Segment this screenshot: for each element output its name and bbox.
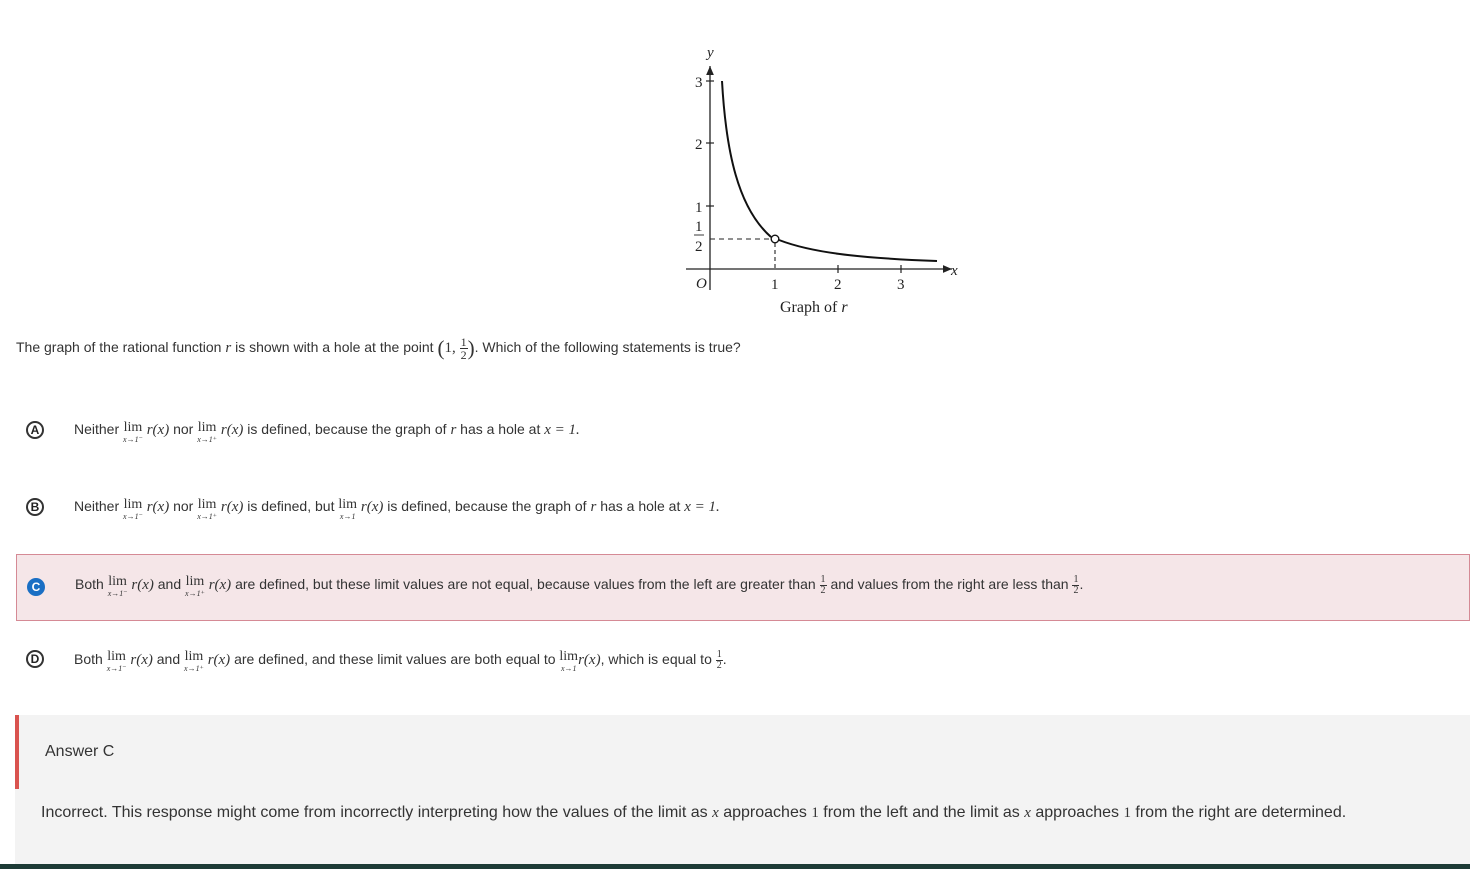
y-tick-3: 3 — [695, 75, 703, 91]
x-axis-label: x — [951, 263, 958, 279]
limit-left: lim x→1⁻ — [123, 420, 143, 444]
graph-caption — [780, 299, 848, 317]
point-x: 1, — [444, 340, 456, 357]
graph-caption-text: Graph of — [780, 299, 838, 316]
question-text-1: The graph of the rational function — [16, 339, 222, 356]
limit-right: lim x→1⁺ — [184, 649, 204, 673]
paren-close: ) — [467, 336, 475, 360]
limit-right: lim x→1⁺ — [197, 420, 217, 444]
limit-left: lim x→1⁻ — [107, 574, 128, 598]
option-a-radio[interactable]: A — [26, 421, 44, 439]
paren-open: ( — [437, 336, 445, 360]
fraction-half: $\frac{1}{2}$ — [820, 574, 826, 596]
answer-feedback-panel — [15, 715, 1470, 864]
x-tick-1: 1 — [771, 277, 779, 290]
option-c-radio[interactable]: C — [27, 578, 45, 596]
option-d-text: Both lim x→1⁻ r(x) and lim x→1⁺ r(x) are defined, and these limit values are both equal to lim x→1 r(x), which is equal to $\frac{1}{2}$ . — [74, 649, 727, 673]
bottom-border — [0, 864, 1470, 869]
point-fraction — [460, 336, 468, 361]
origin-label: O — [696, 276, 707, 290]
incorrect-indicator-bar — [15, 715, 19, 789]
x-tick-3: 3 — [897, 277, 905, 290]
graph-caption-var: r — [841, 299, 848, 316]
question-text-2: is shown with a hole at the point — [235, 339, 434, 356]
y-axis-label: y — [707, 45, 714, 61]
option-a[interactable] — [16, 421, 1470, 457]
limit-right: lim x→1⁺ — [197, 497, 217, 521]
fraction-half: $\frac{1}{2}$ — [716, 649, 722, 671]
option-b[interactable] — [16, 498, 1470, 534]
function-curve — [722, 81, 937, 261]
option-d[interactable] — [16, 650, 1470, 686]
y-tick-half-den: 2 — [695, 239, 703, 255]
y-tick-2: 2 — [695, 137, 703, 153]
answer-label: Answer C — [45, 743, 115, 760]
hole-marker — [771, 235, 779, 243]
option-c-text: Both lim x→1⁻ r(x) and lim x→1⁺ r(x) are defined, but these limit values are not equal, because values from the left are greater than $\frac{1}{2}$ and values from the right are less than $\frac{1}{2}$ . — [75, 574, 1084, 598]
option-a-text: Neither lim x→1⁻ r(x) nor lim x→1⁺ r(x) is defined, because the graph of r has a hole at x = 1. — [74, 420, 580, 444]
question-var: r — [225, 340, 232, 357]
y-tick-1: 1 — [695, 200, 703, 216]
fraction-half: $\frac{1}{2}$ — [1073, 574, 1079, 596]
point-num: 1 — [460, 335, 467, 349]
point-den: 2 — [460, 348, 467, 362]
limit-left: lim x→1⁻ — [106, 649, 127, 673]
limit-left: lim x→1⁻ — [123, 497, 143, 521]
question-stem — [16, 336, 741, 361]
option-b-radio[interactable]: B — [26, 498, 44, 516]
option-b-text: Neither lim x→1⁻ r(x) nor lim x→1⁺ r(x) is defined, but lim x→1 r(x) is defined, because the graph of r has a hole at x = 1. — [74, 497, 720, 521]
question-text-3: . Which of the following statements is true? — [474, 339, 741, 356]
limit-two-sided: lim x→1 — [338, 497, 358, 521]
feedback-text: Incorrect. This response might come from incorrectly interpreting how the values of the limit as x approaches 1 from the left and the limit as x approaches 1 from the right are determined. — [41, 804, 1347, 821]
option-c-selected[interactable] — [16, 554, 1470, 621]
option-d-radio[interactable]: D — [26, 650, 44, 668]
limit-two-sided: lim x→1 — [559, 649, 579, 673]
limit-right: lim x→1⁺ — [185, 574, 205, 598]
rational-function-graph — [680, 40, 970, 290]
y-tick-half-num: 1 — [695, 219, 703, 235]
x-tick-2: 2 — [834, 277, 842, 290]
